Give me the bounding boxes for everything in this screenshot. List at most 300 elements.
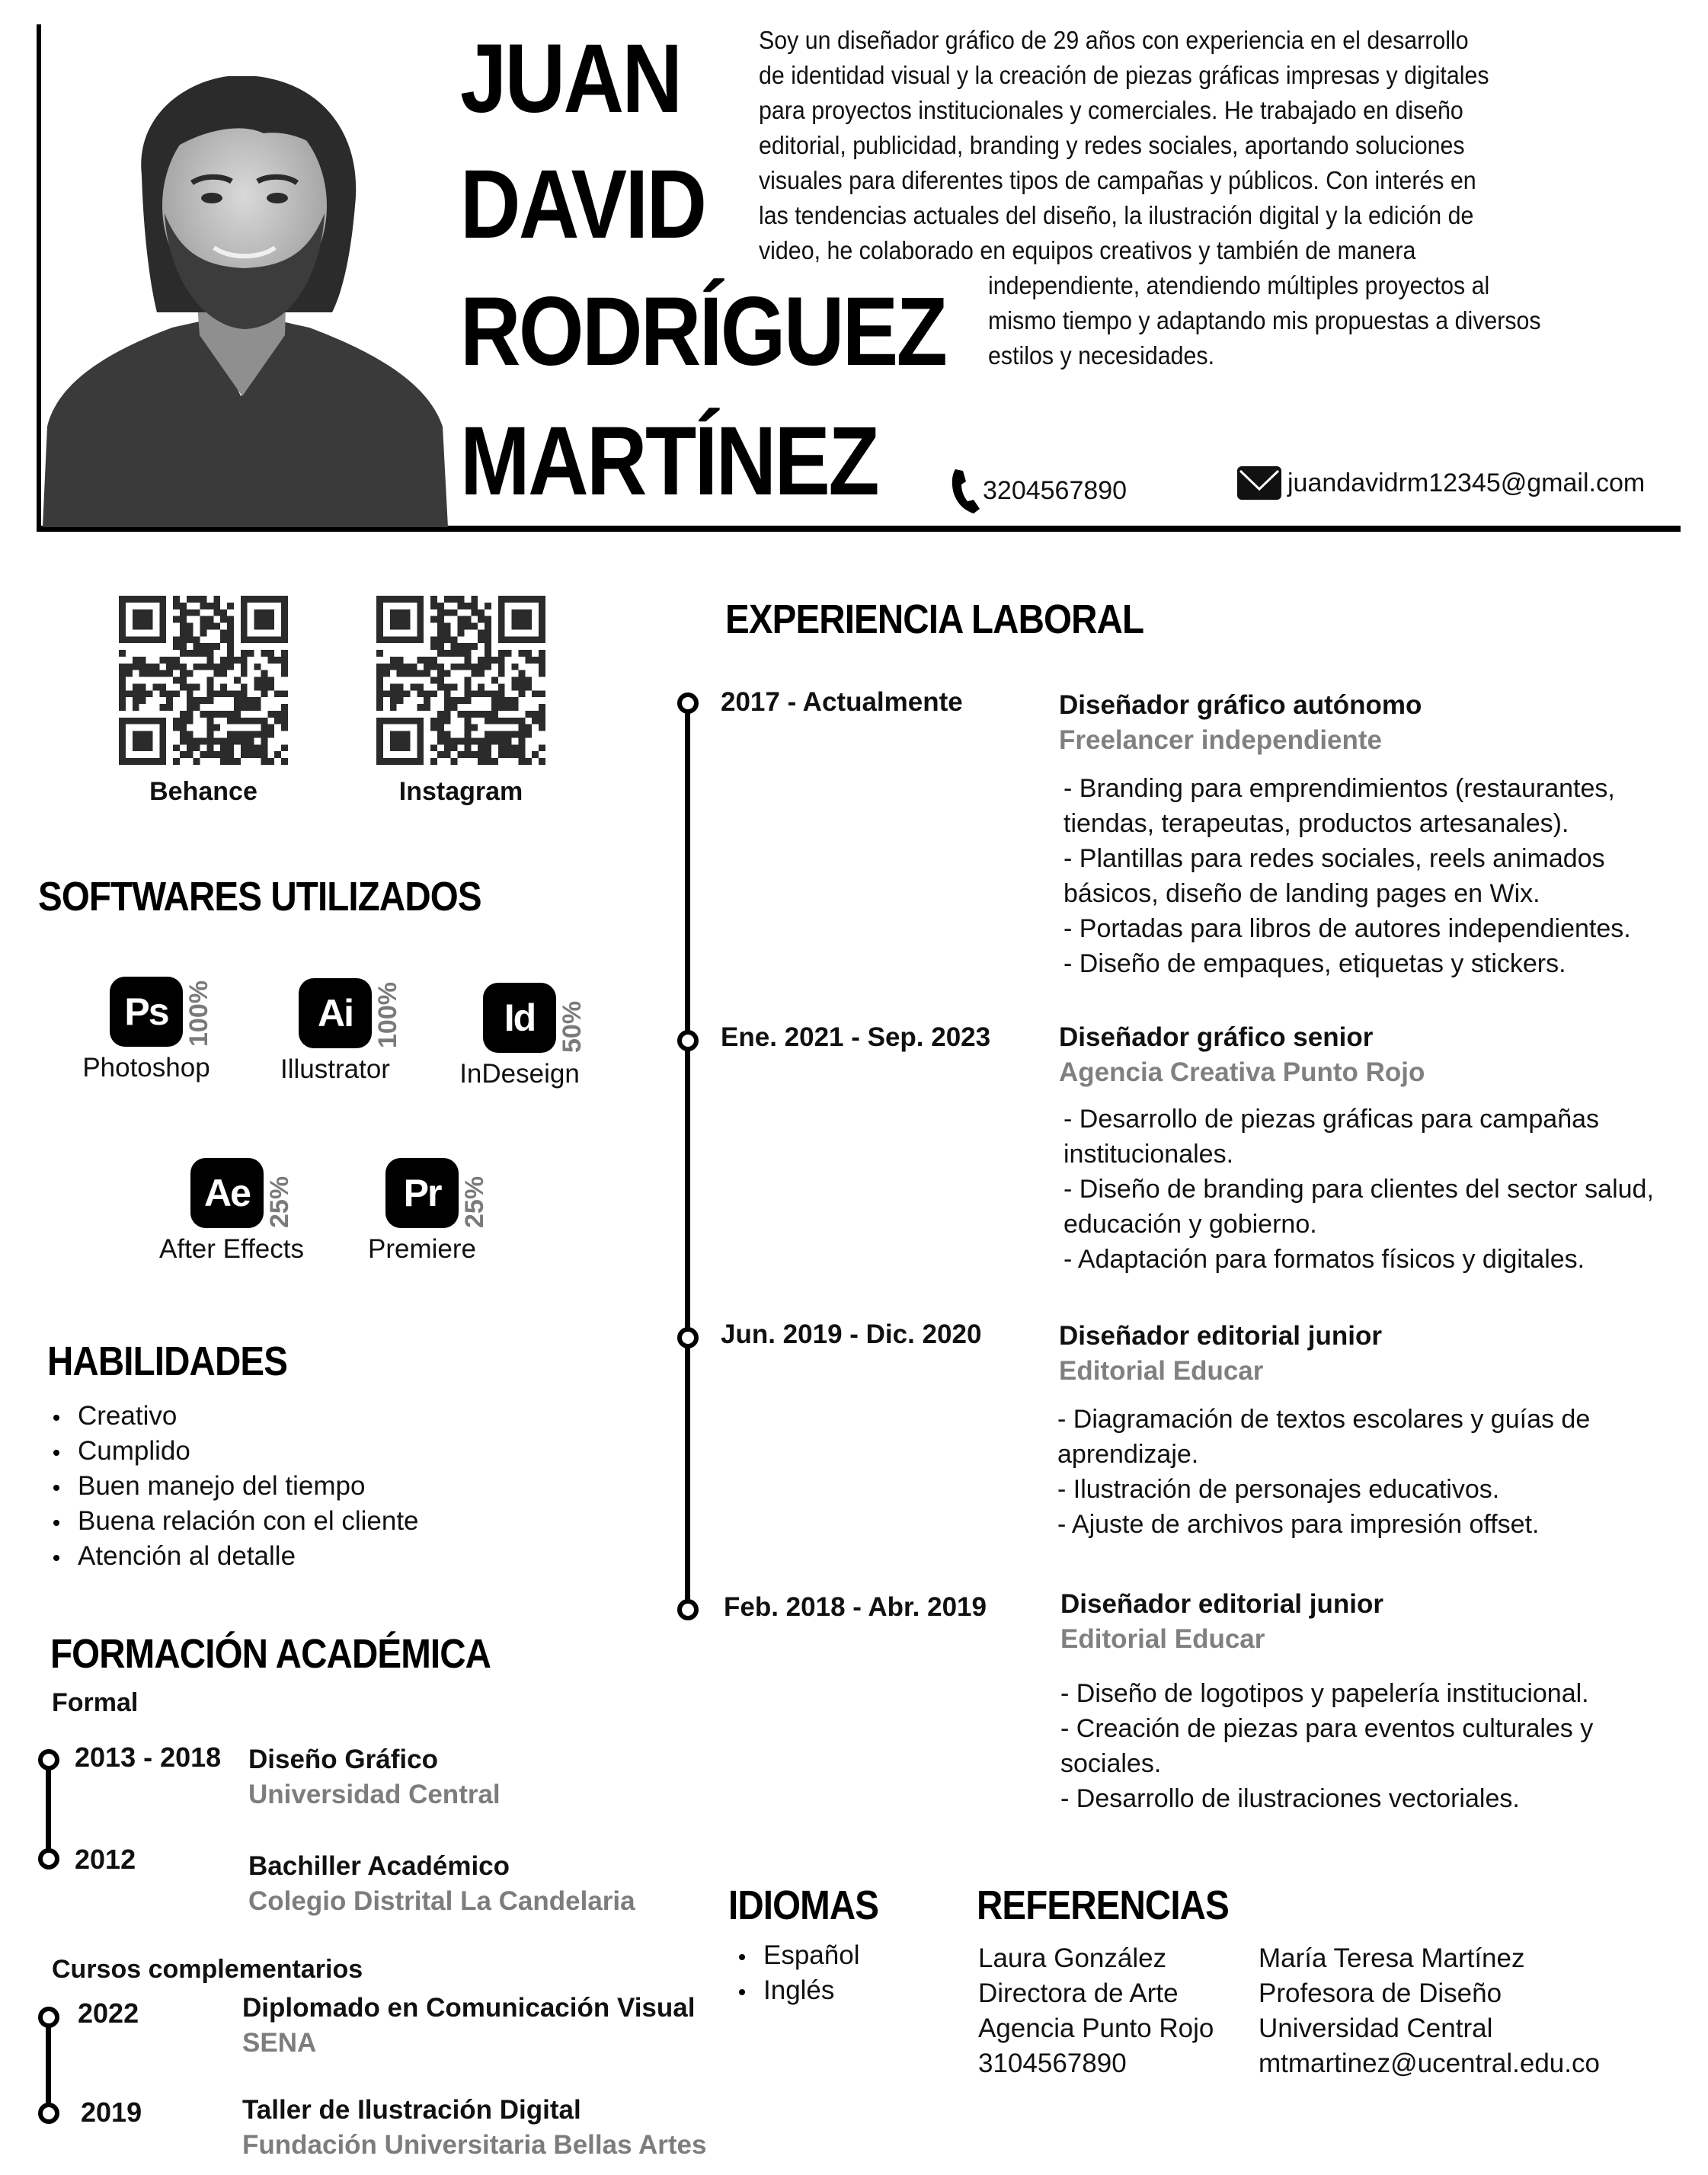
qr-module — [139, 664, 146, 670]
job-title: Diseñador gráfico senior — [1059, 1022, 1374, 1052]
qr-module — [444, 711, 451, 718]
qr-module — [491, 657, 498, 664]
qr-module — [274, 657, 281, 664]
phone-contact[interactable] — [951, 466, 1127, 515]
name-first: JUAN — [460, 24, 681, 133]
qr-module — [139, 683, 146, 690]
qr-module — [248, 697, 254, 704]
qr-module — [539, 664, 545, 670]
qr-module — [458, 711, 465, 718]
qr-module — [525, 657, 532, 664]
software-photoshop — [79, 977, 247, 1129]
qr-module — [166, 657, 173, 664]
qr-module — [254, 744, 261, 751]
qr-module — [437, 609, 444, 616]
qr-module — [464, 657, 471, 664]
qr-module — [525, 711, 532, 718]
languages-list — [724, 1938, 859, 2008]
qr-module — [491, 711, 498, 718]
qr-module — [248, 718, 254, 724]
qr-module — [119, 677, 126, 684]
qr-module — [213, 690, 220, 697]
qr-module — [464, 731, 471, 738]
qr-module — [166, 670, 173, 677]
software-indesign — [453, 983, 620, 1135]
email-address: juandavidrm12345@gmail.com — [1287, 468, 1646, 497]
bio-text-continued — [988, 268, 1541, 373]
qr-module — [478, 609, 485, 616]
qr-module — [267, 731, 274, 738]
qr-module — [227, 711, 234, 718]
qr-module — [458, 623, 465, 630]
qr-module — [227, 690, 234, 697]
qr-module — [227, 731, 234, 738]
reference-card — [1259, 1941, 1600, 2081]
behance-qr-code[interactable] — [119, 596, 288, 765]
qr-module — [430, 744, 437, 751]
qr-module — [200, 664, 207, 670]
qr-module — [206, 650, 213, 657]
bio-line: las tendencias actuales del diseño, la ilustración digital y la edición de — [759, 201, 1474, 229]
qr-module — [518, 683, 525, 690]
qr-module — [518, 751, 525, 758]
qr-module — [444, 596, 451, 603]
qr-module — [437, 711, 444, 718]
timeline-dot-icon — [677, 1030, 699, 1051]
qr-module — [505, 731, 512, 738]
qr-module — [451, 609, 458, 616]
qr-module — [126, 670, 133, 677]
qr-code-icon — [376, 596, 545, 765]
qr-module — [213, 643, 220, 650]
skills-heading: HABILIDADES — [47, 1339, 288, 1384]
qr-module — [485, 731, 491, 738]
qr-module — [261, 758, 267, 765]
job-description-line: institucionales. — [1064, 1140, 1234, 1169]
qr-module — [187, 737, 194, 744]
qr-module — [424, 657, 430, 664]
qr-module — [397, 670, 404, 677]
qr-module — [200, 603, 207, 609]
qr-module — [451, 758, 458, 765]
qr-module — [451, 697, 458, 704]
software-heading: SOFTWARES UTILIZADOS — [38, 874, 481, 920]
qr-module — [539, 704, 545, 711]
qr-module — [539, 690, 545, 697]
qr-module — [376, 670, 383, 677]
job-description-line: - Branding para emprendimientos (restaurantes, — [1064, 774, 1615, 803]
qr-module — [267, 711, 274, 718]
qr-module — [173, 603, 180, 609]
qr-module — [430, 603, 437, 609]
qr-module — [187, 670, 194, 677]
qr-module — [464, 737, 471, 744]
language-item: Español — [724, 1938, 859, 1973]
qr-module — [485, 664, 491, 670]
software-level: 25% — [460, 1175, 489, 1228]
qr-module — [139, 670, 146, 677]
qr-module — [437, 603, 444, 609]
qr-module — [498, 664, 505, 670]
qr-module — [539, 744, 545, 751]
qr-module — [458, 643, 465, 650]
qr-module — [194, 650, 200, 657]
qr-module — [376, 664, 383, 670]
qr-module — [220, 616, 227, 623]
header-frame-left-line — [37, 24, 41, 530]
qr-module — [119, 697, 126, 704]
qr-module — [180, 677, 187, 684]
job-description — [1060, 1676, 1593, 1816]
qr-module — [539, 724, 545, 731]
qr-module — [498, 744, 505, 751]
qr-module — [485, 636, 491, 643]
qr-module — [241, 704, 248, 711]
bio-line: mismo tiempo y adaptando mis propuestas a diversos — [988, 306, 1541, 334]
education-heading: FORMACIÓN ACADÉMICA — [50, 1631, 491, 1677]
course-title: Diplomado en Comunicación Visual — [242, 1993, 696, 2023]
qr-module — [518, 731, 525, 738]
job-description — [1057, 1402, 1590, 1542]
qr-module — [539, 718, 545, 724]
qr-module — [478, 744, 485, 751]
qr-module — [227, 744, 234, 751]
qr-module — [518, 744, 525, 751]
software-level: 100% — [373, 982, 402, 1048]
qr-module — [206, 697, 213, 704]
qr-module — [180, 731, 187, 738]
qr-module — [133, 704, 139, 711]
education-institution: Colegio Distrital La Candelaria — [248, 1886, 635, 1916]
qr-module — [444, 718, 451, 724]
qr-module — [267, 724, 274, 731]
qr-module — [417, 683, 424, 690]
name-surname-2: MARTÍNEZ — [460, 407, 878, 516]
qr-module — [512, 751, 519, 758]
qr-module — [512, 677, 519, 684]
qr-module — [200, 697, 207, 704]
courses-timeline-line — [46, 2019, 51, 2112]
qr-module — [478, 683, 485, 690]
qr-module — [485, 603, 491, 609]
job-description-line: - Desarrollo de ilustraciones vectoriales. — [1060, 1784, 1520, 1813]
qr-module — [491, 677, 498, 684]
skill-item: Creativo — [38, 1399, 419, 1434]
qr-module — [430, 636, 437, 643]
qr-module — [146, 670, 153, 677]
qr-module — [464, 683, 471, 690]
qr-module — [180, 629, 187, 636]
qr-module — [410, 664, 417, 670]
qr-module — [241, 731, 248, 738]
qr-module — [464, 664, 471, 670]
skill-item: Cumplido — [38, 1434, 419, 1469]
skill-item: Atención al detalle — [38, 1539, 419, 1574]
qr-module — [261, 650, 267, 657]
qr-module — [274, 690, 281, 697]
qr-module — [451, 643, 458, 650]
qr-module — [471, 724, 478, 731]
qr-module — [512, 683, 519, 690]
qr-module — [430, 657, 437, 664]
experience-heading: EXPERIENCIA LABORAL — [725, 597, 1144, 642]
qr-module — [525, 683, 532, 690]
qr-module — [464, 718, 471, 724]
qr-module — [404, 690, 411, 697]
qr-module — [518, 718, 525, 724]
qr-module — [430, 643, 437, 650]
qr-module — [220, 657, 227, 664]
qr-module — [133, 690, 139, 697]
qr-module — [159, 704, 166, 711]
reference-organization: Universidad Central — [1259, 2013, 1493, 2043]
qr-module — [485, 751, 491, 758]
qr-module — [458, 603, 465, 609]
qr-module — [173, 758, 180, 765]
qr-module — [518, 690, 525, 697]
qr-module — [471, 690, 478, 697]
software-name: After Effects — [159, 1234, 304, 1264]
course-date: 2022 — [78, 1997, 139, 2029]
job-description-line: tiendas, terapeutas, productos artesanales). — [1064, 809, 1569, 838]
qr-module — [220, 751, 227, 758]
qr-module — [464, 711, 471, 718]
qr-module — [424, 664, 430, 670]
qr-module — [180, 643, 187, 650]
reference-organization: Agencia Punto Rojo — [978, 2013, 1214, 2043]
qr-module — [180, 650, 187, 657]
qr-module — [261, 744, 267, 751]
skills-list — [38, 1399, 419, 1574]
qr-module — [254, 677, 261, 684]
courses-label: Cursos complementarios — [52, 1955, 363, 1984]
qr-module — [152, 683, 159, 690]
qr-module — [430, 724, 437, 731]
qr-module — [281, 670, 288, 677]
job-title: Diseñador editorial junior — [1060, 1589, 1383, 1619]
qr-module — [390, 609, 411, 630]
qr-module — [187, 623, 194, 630]
qr-module — [206, 643, 213, 650]
qr-module — [206, 683, 213, 690]
qr-module — [397, 657, 404, 664]
qr-module — [261, 737, 267, 744]
qr-module — [390, 683, 397, 690]
qr-module — [498, 690, 505, 697]
qr-module — [451, 650, 458, 657]
qr-module — [525, 731, 532, 738]
job-description-line: educación y gobierno. — [1064, 1210, 1317, 1239]
bio-line: para proyectos institucionales y comerciales. He trabajado en diseño — [759, 96, 1463, 124]
reference-email[interactable]: mtmartinez@ucentral.edu.co — [1259, 2049, 1600, 2078]
name-surname-1: RODRÍGUEZ — [460, 277, 946, 386]
qr-module — [444, 629, 451, 636]
qr-module — [444, 731, 451, 738]
job-date: Ene. 2021 - Sep. 2023 — [721, 1022, 991, 1052]
qr-module — [152, 664, 159, 670]
qr-module — [227, 664, 234, 670]
timeline-dot-icon — [677, 1599, 699, 1620]
job-date: Feb. 2018 - Abr. 2019 — [724, 1592, 987, 1622]
qr-module — [390, 704, 397, 711]
qr-module — [227, 650, 234, 657]
qr-module — [220, 670, 227, 677]
qr-module — [254, 609, 275, 630]
qr-module — [498, 670, 505, 677]
qr-module — [464, 751, 471, 758]
qr-module — [458, 596, 465, 603]
qr-module — [281, 690, 288, 697]
qr-module — [206, 751, 213, 758]
qr-module — [227, 751, 234, 758]
qr-module — [444, 623, 451, 630]
qr-module — [159, 657, 166, 664]
qr-module — [498, 683, 505, 690]
qr-module — [241, 697, 248, 704]
qr-module — [451, 664, 458, 670]
qr-module — [180, 609, 187, 616]
qr-module — [485, 657, 491, 664]
qr-module — [248, 704, 254, 711]
qr-module — [119, 664, 126, 670]
qr-module — [417, 704, 424, 711]
qr-module — [241, 683, 248, 690]
job-description — [1064, 771, 1631, 981]
qr-module — [376, 697, 383, 704]
qr-module — [464, 603, 471, 609]
email-contact[interactable] — [1237, 466, 1645, 500]
qr-module — [166, 690, 173, 697]
qr-module — [498, 657, 505, 664]
qr-module — [194, 636, 200, 643]
job-description-line: sociales. — [1060, 1749, 1162, 1778]
qr-module — [213, 623, 220, 630]
qr-module — [241, 650, 248, 657]
qr-module — [173, 596, 180, 603]
qr-module — [234, 731, 241, 738]
qr-module — [234, 737, 241, 744]
qr-module — [213, 664, 220, 670]
qr-module — [505, 744, 512, 751]
illustrator-icon: Ai — [299, 978, 372, 1048]
qr-module — [430, 616, 437, 623]
qr-module — [133, 683, 139, 690]
email-icon — [1237, 466, 1281, 500]
qr-module — [261, 677, 267, 684]
qr-module — [281, 758, 288, 765]
qr-module — [458, 664, 465, 670]
qr-module — [539, 711, 545, 718]
qr-module — [119, 683, 126, 690]
qr-module — [383, 670, 390, 677]
qr-module — [464, 724, 471, 731]
job-description-line: - Plantillas para redes sociales, reels animados — [1064, 844, 1605, 873]
qr-module — [437, 737, 444, 744]
qr-module — [437, 664, 444, 670]
qr-module — [173, 636, 180, 643]
qr-module — [227, 737, 234, 744]
education-timeline-line — [46, 1761, 51, 1859]
qr-module — [485, 718, 491, 724]
job-company: Freelancer independiente — [1059, 725, 1383, 755]
bio-line: visuales para diferentes tipos de campañas y públicos. Con interés en — [759, 166, 1476, 194]
qr-module — [213, 724, 220, 731]
qr-module — [376, 704, 383, 711]
software-level: 100% — [184, 980, 213, 1047]
qr-module — [437, 718, 444, 724]
qr-module — [444, 690, 451, 697]
qr-module — [281, 657, 288, 664]
qr-module — [274, 751, 281, 758]
qr-module — [241, 664, 248, 670]
qr-module — [173, 724, 180, 731]
qr-module — [220, 744, 227, 751]
qr-module — [430, 758, 437, 765]
formal-education-label: Formal — [52, 1688, 139, 1717]
languages-heading: IDIOMAS — [728, 1882, 879, 1928]
qr-module — [187, 697, 194, 704]
qr-module — [254, 664, 261, 670]
qr-module — [220, 690, 227, 697]
qr-module — [437, 683, 444, 690]
qr-module — [437, 616, 444, 623]
reference-card — [978, 1941, 1214, 2081]
qr-module — [512, 609, 533, 630]
qr-module — [458, 629, 465, 636]
qr-module — [485, 711, 491, 718]
qr-module — [173, 616, 180, 623]
education-date: 2012 — [75, 1844, 136, 1875]
qr-module — [471, 664, 478, 670]
qr-module — [471, 711, 478, 718]
qr-module — [451, 683, 458, 690]
qr-module — [261, 724, 267, 731]
qr-module — [424, 670, 430, 677]
qr-module — [430, 690, 437, 697]
qr-module — [173, 744, 180, 751]
job-description-line: - Diseño de branding para clientes del sector salud, — [1064, 1175, 1654, 1204]
qr-module — [444, 744, 451, 751]
reference-phone[interactable]: 3104567890 — [978, 2049, 1127, 2078]
qr-module — [248, 744, 254, 751]
qr-module — [180, 623, 187, 630]
qr-module — [458, 697, 465, 704]
qr-module — [444, 737, 451, 744]
qr-module — [200, 596, 207, 603]
qr-module — [119, 670, 126, 677]
qr-module — [206, 724, 213, 731]
qr-module — [187, 731, 194, 738]
bio-line: Soy un diseñador gráfico de 29 años con experiencia en el desarrollo — [759, 26, 1469, 54]
qr-module — [451, 744, 458, 751]
software-name: InDeseign — [459, 1059, 580, 1089]
qr-module — [478, 657, 485, 664]
qr-module — [491, 690, 498, 697]
job-date: 2017 - Actualmente — [721, 687, 963, 717]
qr-module — [518, 677, 525, 684]
qr-module — [187, 609, 194, 616]
qr-module — [485, 650, 491, 657]
qr-module — [485, 758, 491, 765]
qr-module — [532, 711, 539, 718]
qr-module — [267, 683, 274, 690]
qr-module — [220, 737, 227, 744]
qr-module — [166, 664, 173, 670]
qr-module — [187, 683, 194, 690]
instagram-qr-code[interactable] — [376, 596, 545, 765]
qr-module — [518, 724, 525, 731]
qr-module — [248, 650, 254, 657]
